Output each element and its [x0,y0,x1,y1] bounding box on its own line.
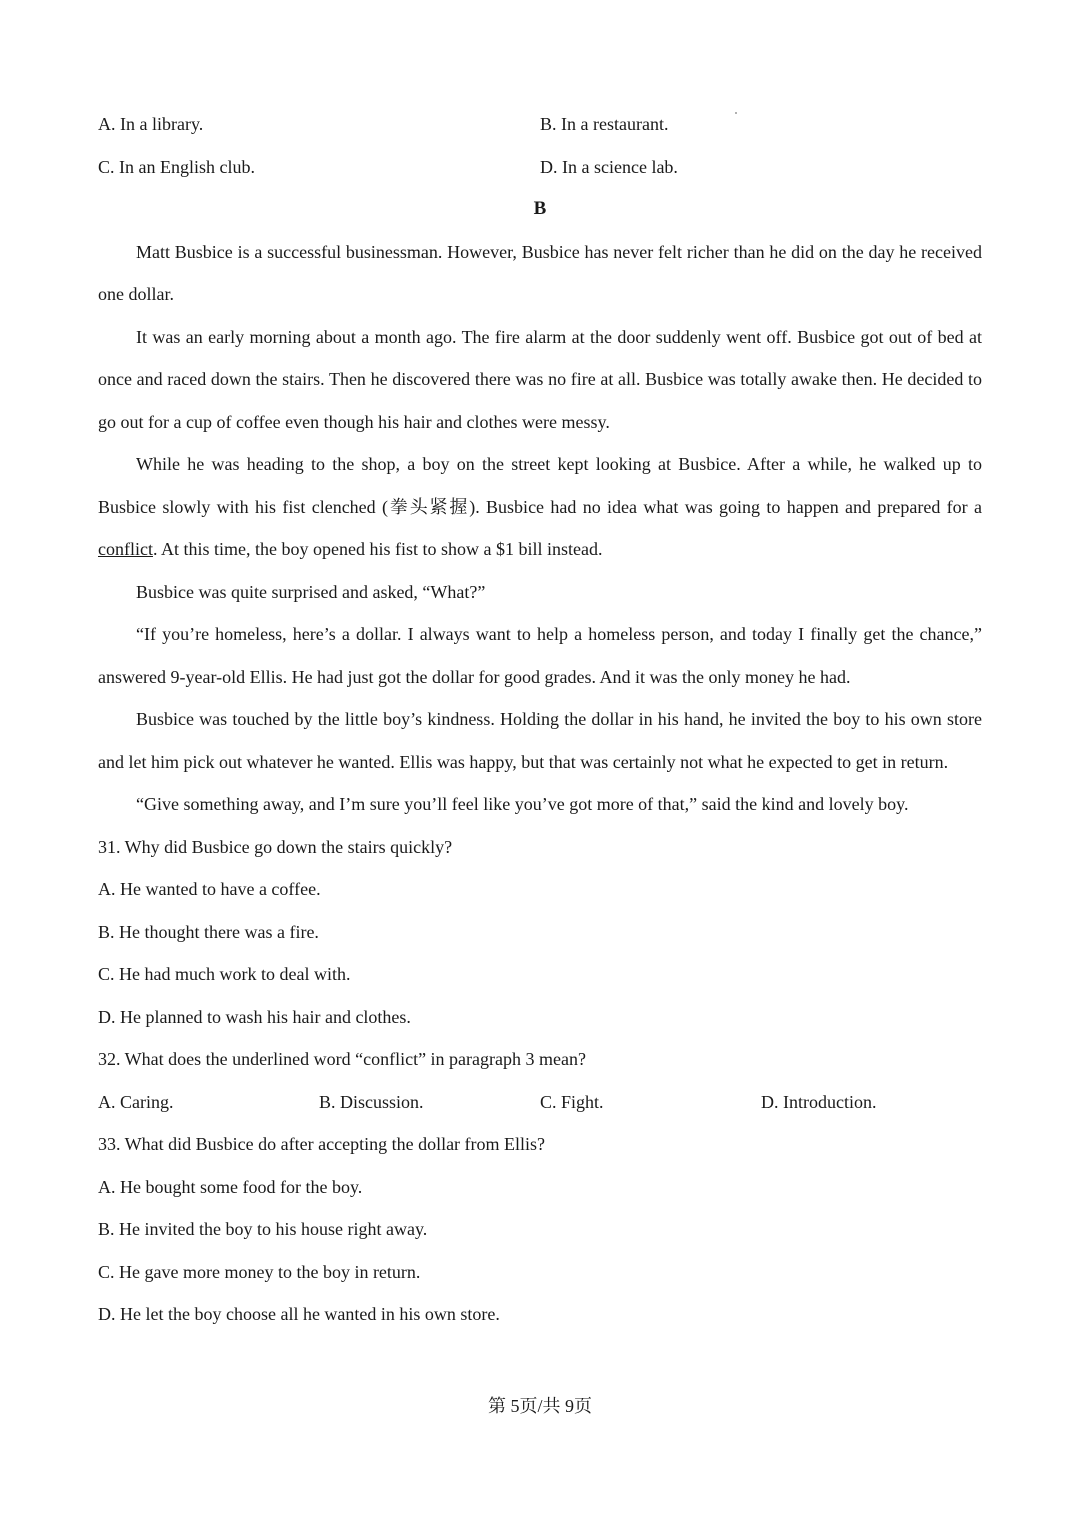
prev-option-c: C. In an English club. [98,156,255,177]
paragraph-2: It was an early morning about a month ago. The fire alarm at the door suddenly went off. Busbice got out of bed at once and raced down the stairs. Then he discovered there was no fire at all. Busbice was totally awake then. He decided to go out for a cup of coffee even though his hair and clothes were messy. [98,326,982,432]
question-32-option-c: C. Fight. [540,1091,604,1112]
prev-question-options-row-2 [98,146,982,189]
paragraph-1: Matt Busbice is a successful businessman. However, Busbice has never felt richer than he did on the day he received one dollar. [98,241,982,304]
question-31-option-b: B. He thought there was a fire. [98,921,319,942]
paragraph-3-after: . At this time, the boy opened his fist to show a $1 bill instead. [152,539,603,559]
question-31-option-a: A. He wanted to have a coffee. [98,879,321,899]
paragraph-3-before: While he was heading to the shop, a boy on the street kept looking at Busbice. After a while, he walked up to Busbice slowly with his fist clenched (拳头紧握). Busbice had no idea what was going to happen and prepared for a [98,454,982,517]
paragraph-4: Busbice was quite surprised and asked, “What?” [136,581,486,602]
question-31-option-d: D. He planned to wash his hair and clothes. [98,1006,411,1027]
question-33-option-c: C. He gave more money to the boy in return. [98,1261,421,1282]
question-31-stem: 31. Why did Busbice go down the stairs quickly? [98,836,453,857]
page-number-footer: 第 5页/共 9页 [487,1396,592,1416]
prev-option-b: B. In a restaurant. [540,114,669,134]
question-32-option-d: D. Introduction. [761,1091,877,1112]
paragraph-7: “Give something away, and I’m sure you’ll feel like you’ve got more of that,” said the kind and lovely boy. [136,794,909,814]
prev-option-d: D. In a science lab. [540,156,678,177]
question-32-options [98,1081,982,1124]
question-33-stem: 33. What did Busbice do after accepting the dollar from Ellis? [98,1134,546,1154]
prev-question-options-row-1 [98,103,982,146]
question-33-option-b: B. He invited the boy to his house right away. [98,1219,428,1239]
question-31-option-c: C. He had much work to deal with. [98,964,351,984]
question-32-option-a: A. Caring. [98,1091,174,1112]
question-32-option-b: B. Discussion. [319,1091,424,1112]
question-33-option-a: A. He bought some food for the boy. [98,1176,363,1197]
question-32-stem: 32. What does the underlined word “conflict” in paragraph 3 mean? [98,1049,586,1069]
paragraph-5: “If you’re homeless, here’s a dollar. I always want to help a homeless person, and today I finally get the chance,” answered 9-year-old Ellis. He had just got the dollar for good grades. And it was the only money he had. [98,624,982,687]
question-33-option-d: D. He let the boy choose all he wanted in his own store. [98,1304,500,1324]
exam-page [98,103,982,1336]
section-title: B [533,198,547,219]
prev-option-a: A. In a library. [98,114,204,134]
paragraph-3 [98,443,982,571]
underlined-word-conflict: conflict [98,539,153,559]
paragraph-6: Busbice was touched by the little boy’s kindness. Holding the dollar in his hand, he invited the boy to his own store and let him pick out whatever he wanted. Ellis was happy, but that was certainly not what he expected to get in return. [98,709,982,772]
